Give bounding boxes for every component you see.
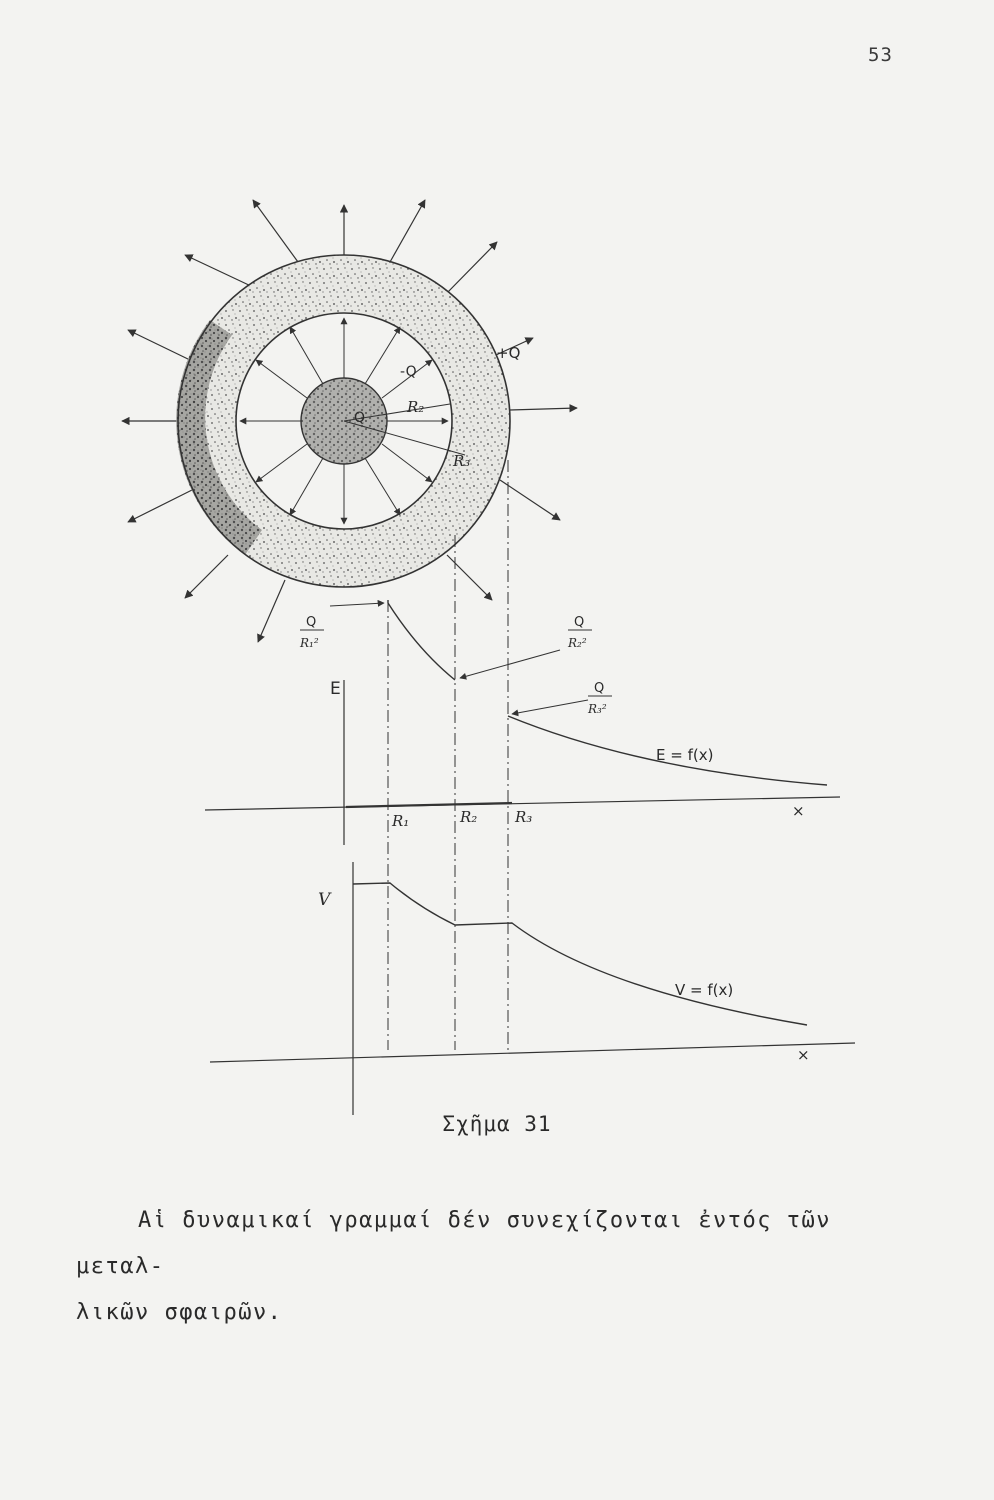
fraction-q-r1 <box>299 615 324 650</box>
fraction-q-r3 <box>587 681 612 716</box>
v-formula-label: V = f(x) <box>675 981 734 999</box>
svg-text:Q: Q <box>306 615 317 630</box>
fraction-q-r2 <box>567 615 592 650</box>
label-plus-q: +Q <box>496 344 521 362</box>
svg-text:R₁²: R₁² <box>300 636 319 650</box>
label-r3: R₃ <box>453 452 471 470</box>
v-x-label: × <box>797 1046 810 1064</box>
body-text-1: Aἱ δυναμικαί γραμμαί δέν συνεχίζονται ἐντός τῶν μεταλ- <box>76 1208 832 1279</box>
body-line-1 <box>76 1198 926 1290</box>
svg-text:Q: Q <box>574 615 585 630</box>
svg-text:Q: Q <box>594 681 605 696</box>
v-curve <box>353 883 807 1025</box>
svg-text:R₂²: R₂² <box>568 636 587 650</box>
e-x-label: × <box>792 802 805 820</box>
e-curve-between-spheres <box>388 600 455 680</box>
label-minus-q: -Q <box>400 364 417 380</box>
svg-text:R₃²: R₃² <box>588 702 607 716</box>
e-axis-label: E <box>330 679 341 699</box>
v-axis-horizontal <box>210 1043 855 1062</box>
tick-r2: R₂ <box>460 808 478 826</box>
potential-graph <box>210 862 855 1115</box>
tick-r1: R₁ <box>392 812 410 830</box>
tick-r3: R₃ <box>515 808 533 826</box>
label-q: Q <box>354 410 366 426</box>
e-formula-label: E = f(x) <box>656 746 714 764</box>
body-text-2: λικῶν σφαιρῶν. <box>76 1300 283 1325</box>
e-zero-segment <box>346 803 512 807</box>
v-axis-label: V <box>318 890 331 910</box>
label-r2: R₂ <box>407 398 425 416</box>
page-number: 53 <box>868 44 893 66</box>
body-paragraph <box>76 1198 926 1336</box>
figure-caption: Σχῆμα 31 <box>442 1112 552 1136</box>
body-line-2 <box>76 1290 926 1336</box>
